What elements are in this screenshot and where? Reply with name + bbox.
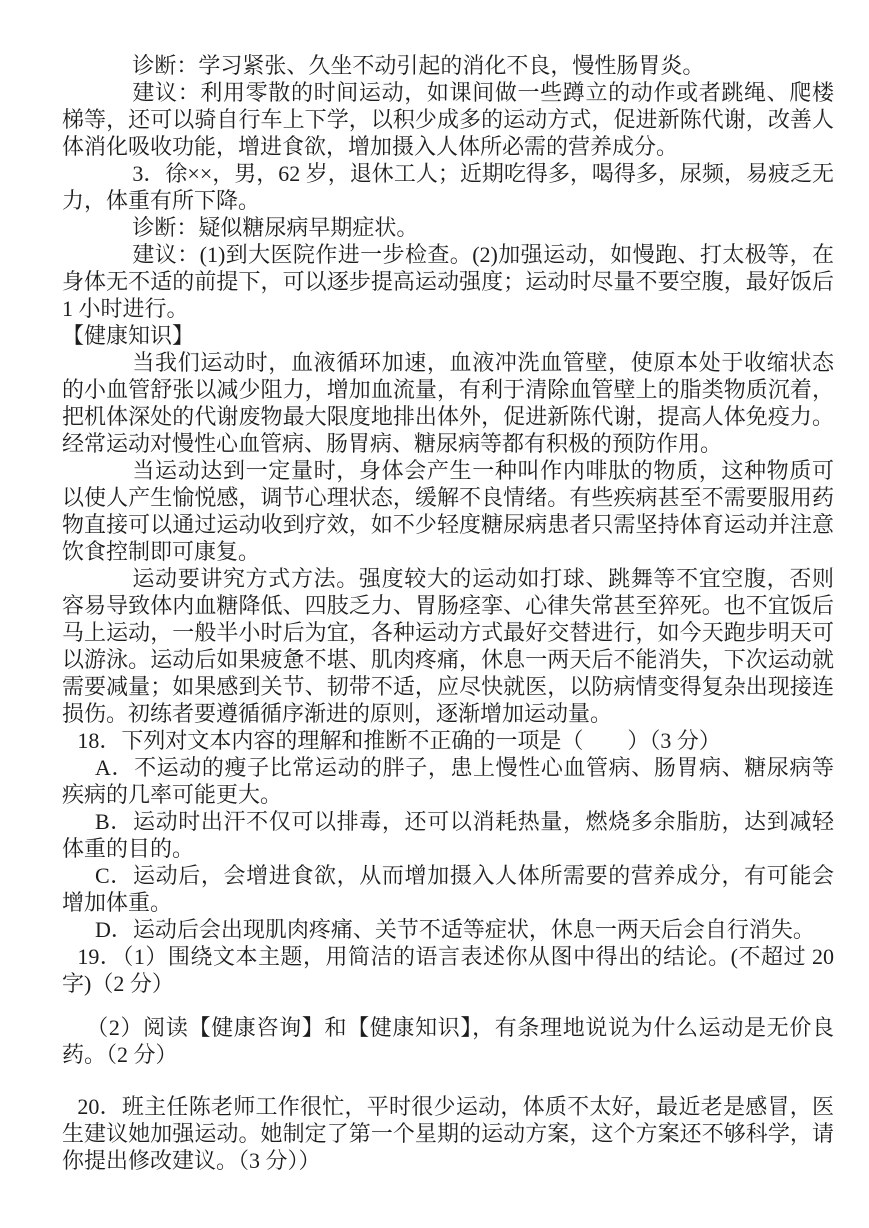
question-18-option-c: C．运动后，会增进食欲，从而增加摄入人体所需要的营养成分，有可能会增加体重。 bbox=[62, 863, 834, 915]
question-18-option-a: A．不运动的瘦子比常运动的胖子，患上慢性心血管病、肠胃病、糖尿病等疾病的几率可能更大。 bbox=[62, 755, 834, 807]
knowledge-para-3: 运动要讲究方式方法。强度较大的运动如打球、跳舞等不宜空腹，否则容易导致体内血糖降低、四肢乏力、胃肠痉挛、心律失常甚至猝死。也不宜饭后马上运动，一般半小时后为宜，各种运动方式最好交替进行，如今天跑步明天可以游泳。运动后如果疲惫不堪、肌肉疼痛，休息一两天后不能消失，下次运动就需要减量；如果感到关节、韧带不适，应尽快就医，以防病情变得复杂出现接连损伤。初练者要遵循循序渐进的原则，逐渐增加运动量。 bbox=[62, 566, 834, 726]
question-18-option-b: B．运动时出汗不仅可以排毒，还可以消耗热量，燃烧多余脂肪，达到减轻体重的目的。 bbox=[62, 809, 834, 861]
case2-diagnosis: 诊断：学习紧张、久坐不动引起的消化不良，慢性肠胃炎。 bbox=[132, 53, 705, 78]
case3-diagnosis: 诊断：疑似糖尿病早期症状。 bbox=[132, 215, 419, 240]
knowledge-para-1: 当我们运动时，血液循环加速，血液冲洗血管壁，使原本处于收缩状态的小血管舒张以减少阻力，增加血流量，有利于清除血管壁上的脂类物质沉着，把机体深处的代谢废物最大限度地排出体外，促进新陈代谢，提高人体免疫力。经常运动对慢性心血管病、肠胃病、糖尿病等都有积极的预防作用。 bbox=[62, 350, 834, 456]
question-18-option-d: D．运动后会出现肌肉疼痛、关节不适等症状，休息一两天后会自行消失。 bbox=[95, 917, 815, 942]
document-content bbox=[62, 52, 834, 1174]
case2-suggestion: 建议：利用零散的时间运动，如课间做一些蹲立的动作或者跳绳、爬楼梯等，还可以骑自行车上下学，以积少成多的运动方式，促进新陈代谢，改善人体消化吸收功能，增进食欲，增加摄入人体所必需的营养成分。 bbox=[62, 80, 834, 159]
question-20: 20．班主任陈老师工作很忙，平时很少运动，体质不太好，最近老是感冒，医生建议她加强运动。她制定了第一个星期的运动方案，这个方案还不够科学，请你提出修改建议。（3 分）） bbox=[62, 1094, 834, 1173]
question-19-part-1: 19．（1）围绕文本主题，用简洁的语言表述你从图中得出的结论。(不超过 20 字)（2 分） bbox=[62, 944, 834, 996]
health-knowledge-header: 【健康知识】 bbox=[62, 323, 195, 348]
question-19-part-2: （2）阅读【健康咨询】和【健康知识】，有条理地说说为什么运动是无价良药。（2 分） bbox=[62, 1015, 834, 1067]
case3-suggestion: 建议：(1)到大医院作进一步检查。(2)加强运动，如慢跑、打太极等，在身体无不适的前提下，可以逐步提高运动强度；运动时尽量不要空腹，最好饭后 1 小时进行。 bbox=[62, 242, 834, 321]
knowledge-para-2: 当运动达到一定量时，身体会产生一种叫作内啡肽的物质，这种物质可以使人产生愉悦感，调节心理状态，缓解不良情绪。有些疾病甚至不需要服用药物直接可以通过运动收到疗效，如不少轻度糖尿病患者只需坚持体育运动并注意饮食控制即可康复。 bbox=[62, 458, 834, 564]
question-18-stem: 18．下列对文本内容的理解和推断不正确的一项是（ ）（3 分） bbox=[77, 728, 721, 753]
case3-profile: 3．徐××，男，62 岁，退休工人；近期吃得多，喝得多，尿频，易疲乏无力，体重有所下降。 bbox=[62, 161, 834, 213]
